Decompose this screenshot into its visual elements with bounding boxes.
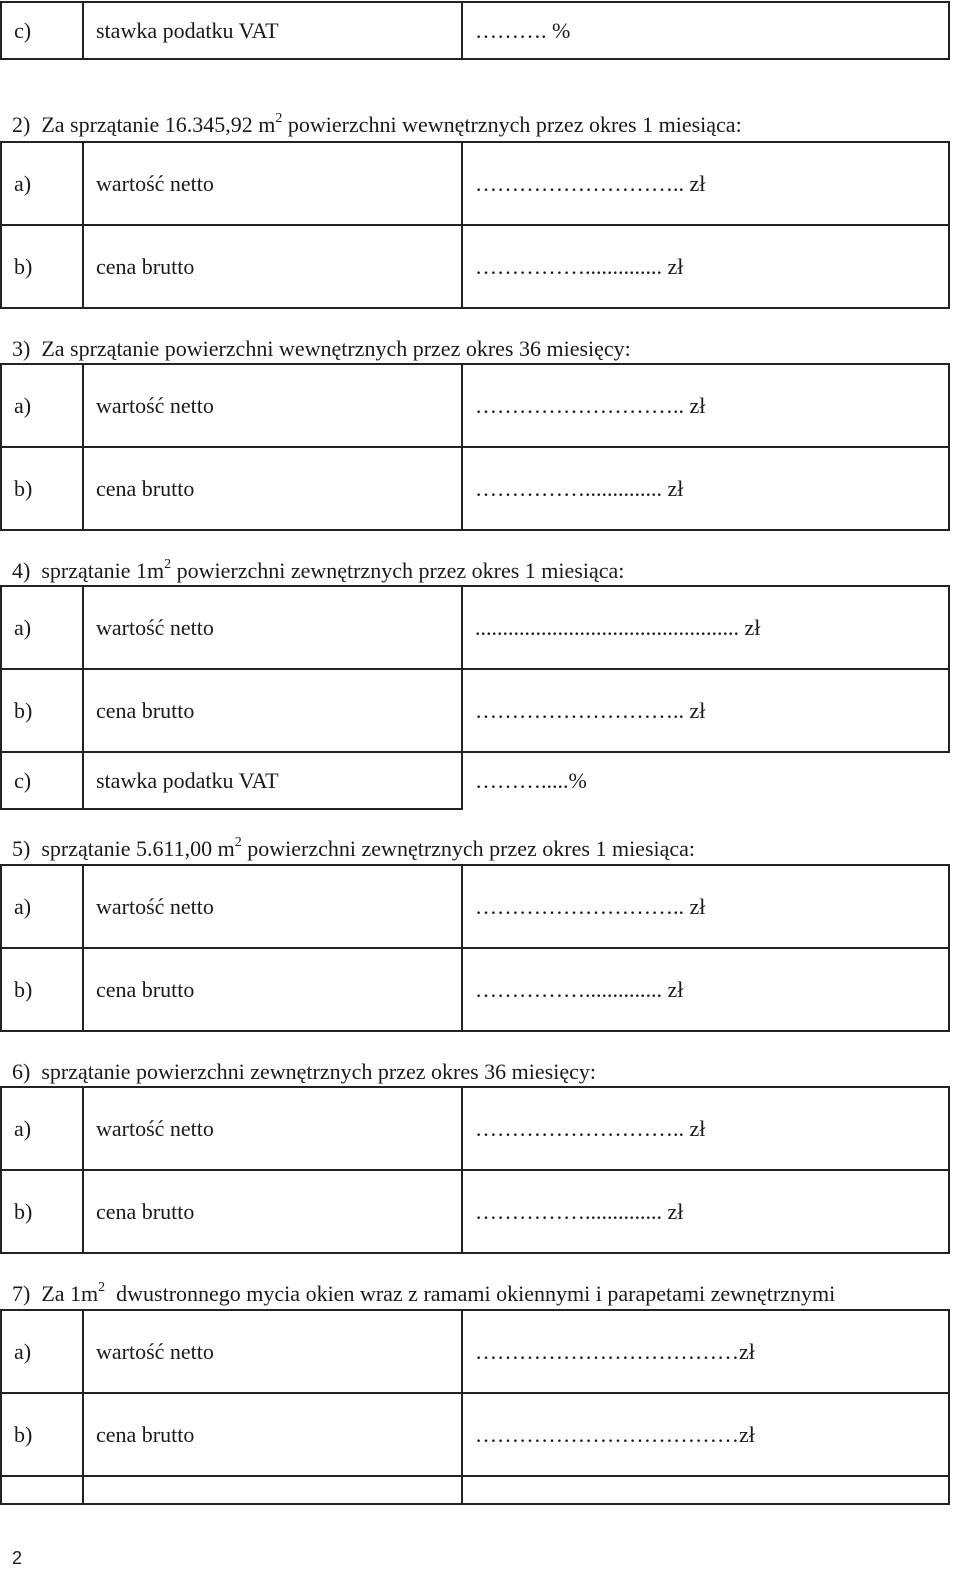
superscript: 2 (98, 1280, 106, 1295)
table-row (1, 948, 949, 1031)
row-name: cena brutto (83, 225, 462, 308)
table-row (1, 669, 949, 752)
section-heading-5 (12, 836, 695, 862)
section-table-5 (0, 864, 950, 1032)
row-label: a) (1, 364, 83, 447)
section-table-4 (0, 585, 950, 810)
section-heading-3 (12, 336, 631, 362)
section-prefix: 3) (12, 336, 31, 361)
row-name: wartość netto (83, 865, 462, 948)
section-prefix: 6) (12, 1059, 31, 1084)
vat-rate-field[interactable]: ……….....% (462, 752, 949, 809)
section-prefix: 2) (12, 112, 31, 137)
table-row (1, 586, 949, 669)
gross-price-field[interactable]: …………….............. zł (462, 225, 949, 308)
section-prefix: 5) (12, 836, 31, 861)
row-name: wartość netto (83, 142, 462, 225)
table-row (1, 1170, 949, 1253)
table-row (1, 142, 949, 225)
section-text: sprzątanie powierzchni zewnętrznych przez okres 36 miesięcy: (41, 1059, 596, 1084)
row-name: stawka podatku VAT (83, 2, 462, 59)
row-label: b) (1, 225, 83, 308)
row-label: a) (1, 1310, 83, 1393)
section-text: sprzątanie 1m (41, 558, 165, 583)
row-label: a) (1, 586, 83, 669)
row-label (1, 1476, 83, 1504)
row-value-field[interactable]: ………. % (462, 2, 949, 59)
net-value-field[interactable]: ................................................ zł (462, 586, 949, 669)
section-text-after: powierzchni zewnętrznych przez okres 1 miesiąca: (171, 558, 625, 583)
row-label: c) (1, 752, 83, 809)
row-label: b) (1, 669, 83, 752)
table-row (1, 364, 949, 447)
section-text: Za sprzątanie 16.345,92 m (41, 112, 276, 137)
net-value-field[interactable]: ……………………….. zł (462, 865, 949, 948)
gross-price-field[interactable]: …………….............. zł (462, 948, 949, 1031)
row-name: cena brutto (83, 1170, 462, 1253)
row-name: cena brutto (83, 948, 462, 1031)
section-text: Za sprzątanie powierzchni wewnętrznych przez okres 36 miesięcy: (41, 336, 631, 361)
row-name: wartość netto (83, 364, 462, 447)
section-text: sprzątanie 5.611,00 m (41, 836, 235, 861)
row-name: stawka podatku VAT (83, 752, 462, 809)
row-label: a) (1, 1087, 83, 1170)
gross-price-field[interactable]: …………….............. zł (462, 1170, 949, 1253)
gross-price-field[interactable]: ………………………………zł (462, 1393, 949, 1476)
superscript: 2 (234, 835, 242, 850)
section-heading-4 (12, 558, 624, 584)
gross-price-field[interactable]: ……………………….. zł (462, 669, 949, 752)
page-number: 2 (12, 1548, 23, 1568)
superscript: 2 (164, 557, 172, 572)
row-name: wartość netto (83, 1087, 462, 1170)
table-row (1, 1087, 949, 1170)
row-label: b) (1, 447, 83, 530)
section-prefix: 4) (12, 558, 31, 583)
superscript: 2 (275, 111, 283, 126)
section-heading-2 (12, 112, 742, 138)
row-name: cena brutto (83, 1393, 462, 1476)
net-value-field[interactable]: ………………………………zł (462, 1310, 949, 1393)
row-label: b) (1, 1393, 83, 1476)
table-row (1, 752, 949, 809)
table-row (1, 1476, 949, 1504)
row-label: b) (1, 1170, 83, 1253)
row-label: a) (1, 865, 83, 948)
section-text-after: dwustronnego mycia okien wraz z ramami okiennymi i parapetami zewnętrznymi (105, 1281, 836, 1306)
section-text-after: powierzchni wewnętrznych przez okres 1 miesiąca: (282, 112, 742, 137)
row-name: cena brutto (83, 669, 462, 752)
row-name: wartość netto (83, 1310, 462, 1393)
table-row (1, 865, 949, 948)
row-name: wartość netto (83, 586, 462, 669)
section-text: Za 1m (41, 1281, 99, 1306)
table-row (1, 447, 949, 530)
row-label: c) (1, 2, 83, 59)
table-row (1, 1310, 949, 1393)
section-table-2 (0, 141, 950, 309)
section-table-6 (0, 1086, 950, 1254)
gross-price-field[interactable]: …………….............. zł (462, 447, 949, 530)
table-row (1, 225, 949, 308)
section-prefix: 7) (12, 1281, 31, 1306)
vat-rate-table-top (0, 1, 950, 60)
net-value-field[interactable]: ……………………….. zł (462, 142, 949, 225)
table-row (1, 1393, 949, 1476)
section-table-3 (0, 363, 950, 531)
net-value-field[interactable]: ……………………….. zł (462, 1087, 949, 1170)
net-value-field[interactable]: ……………………….. zł (462, 364, 949, 447)
row-name: cena brutto (83, 447, 462, 530)
row-label: b) (1, 948, 83, 1031)
row-name (83, 1476, 462, 1504)
empty-field[interactable] (462, 1476, 949, 1504)
section-heading-6 (12, 1059, 596, 1085)
section-text-after: powierzchni zewnętrznych przez okres 1 miesiąca: (241, 836, 696, 861)
table-row (1, 2, 949, 59)
section-table-7 (0, 1309, 950, 1505)
section-heading-7 (12, 1281, 835, 1307)
row-label: a) (1, 142, 83, 225)
